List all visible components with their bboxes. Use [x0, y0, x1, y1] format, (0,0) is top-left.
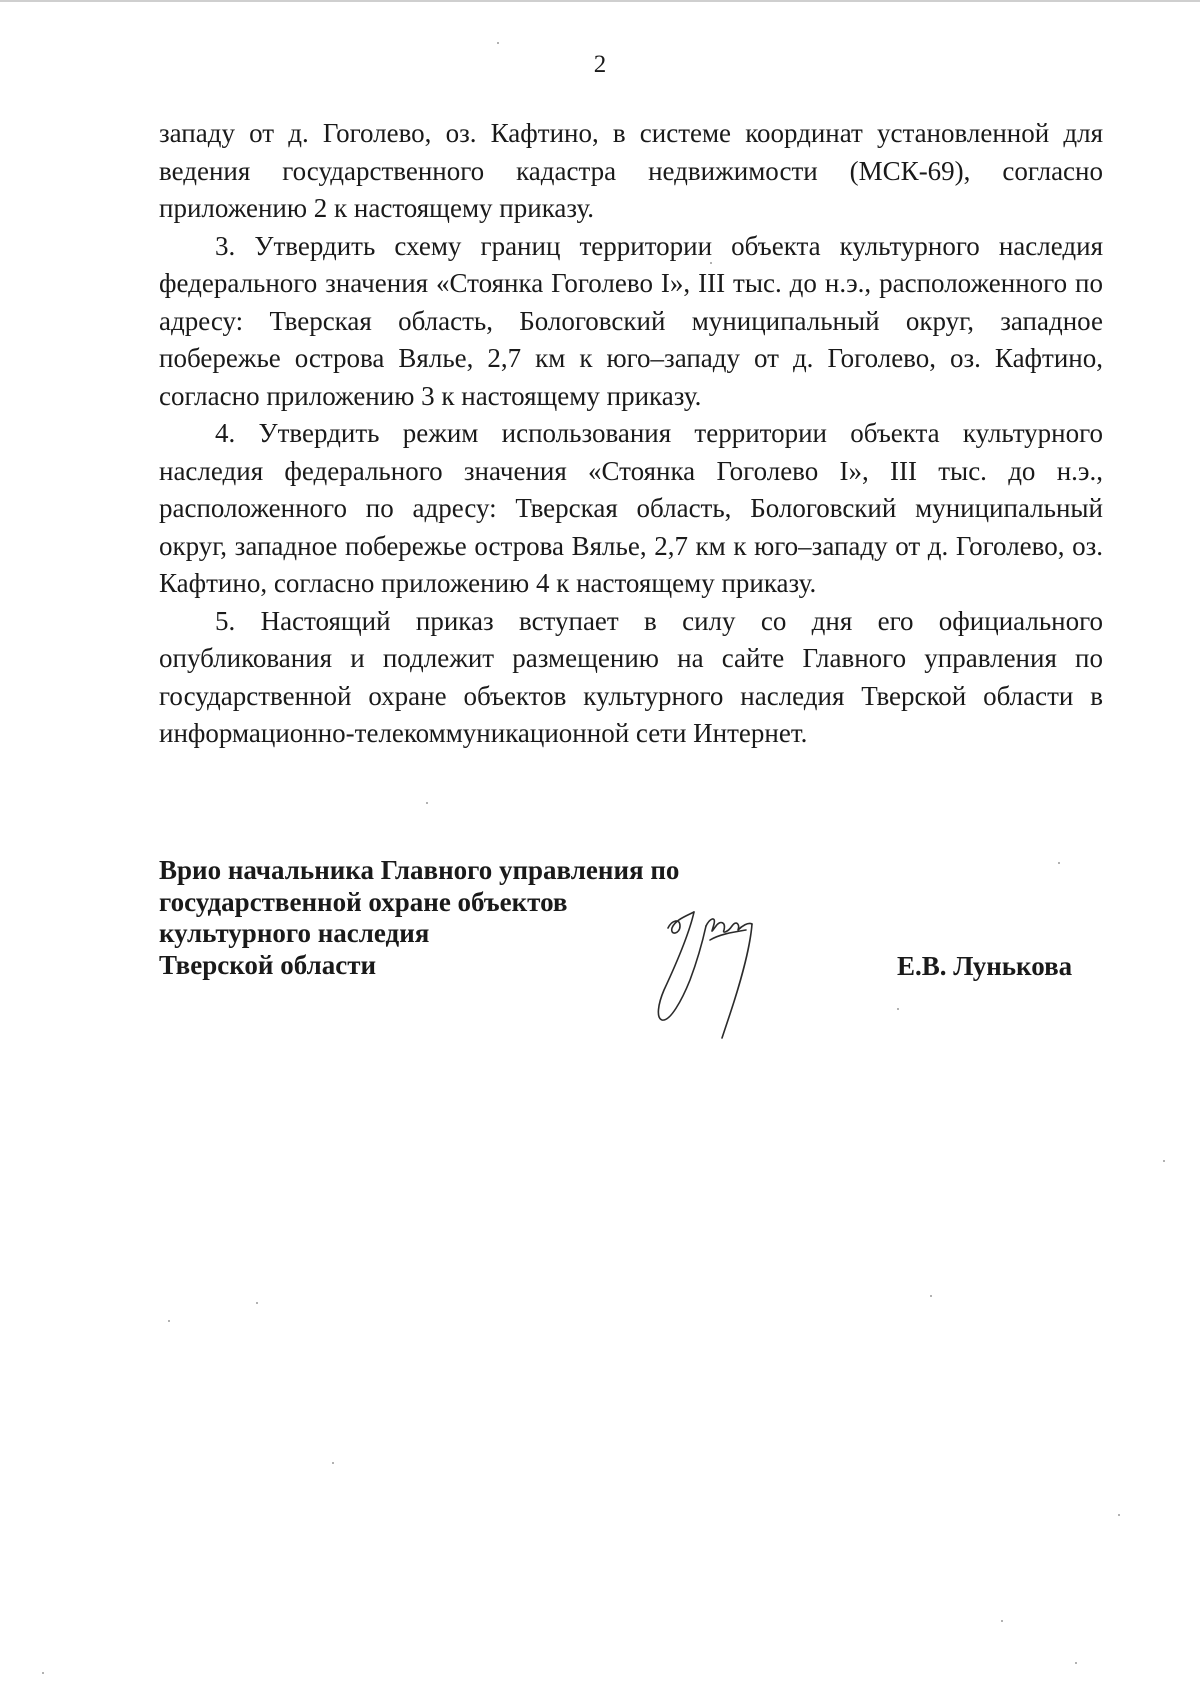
scan-speck	[1163, 1160, 1165, 1162]
scan-speck	[897, 1008, 899, 1010]
scan-speck	[168, 1320, 170, 1322]
scan-top-edge	[0, 0, 1200, 2]
signatory-title	[159, 855, 719, 981]
scan-speck	[497, 42, 499, 44]
scan-speck	[332, 1462, 334, 1464]
signatory-title-line: культурного наследия	[159, 918, 430, 948]
paragraph-item-3: 3. Утвердить схему границ территории объекта культурного наследия федерального значения «Стоянка Гоголево I», III тыс. до н.э., расположенного по адресу: Тверская область, Бологовский муниципальный округ, западное побережье острова Вялье, 2,7 км к юго–западу от д. Гоголево, оз. Кафтино, согласно приложению 3 к настоящему приказу.	[159, 230, 1103, 411]
scan-speck	[426, 802, 428, 804]
signatory-title-line: Тверской области	[159, 949, 377, 980]
document-body	[159, 115, 1103, 753]
signer-name: Е.В. Лунькова	[897, 951, 1073, 981]
scan-speck	[710, 262, 712, 264]
signatory-title-line: Врио начальника Главного управления по	[159, 855, 680, 885]
scan-speck	[1118, 1514, 1120, 1516]
paragraph-continuation: западу от д. Гоголево, оз. Кафтино, в системе координат установленной для ведения государственного кадастра недвижимости (МСК-69), согласно приложению 2 к настоящему приказу.	[159, 118, 1103, 223]
handwritten-signature	[650, 890, 830, 1050]
scan-speck	[1075, 1662, 1077, 1664]
scan-speck	[1001, 1620, 1003, 1622]
scan-speck	[256, 1302, 258, 1304]
scan-speck	[930, 1295, 932, 1297]
paragraph-item-4: 4. Утвердить режим использования территории объекта культурного наследия федерального значения «Стоянка Гоголево I», III тыс. до н.э., расположенного по адресу: Тверская область, Бологовский муниципальный округ, западное побережье острова Вялье, 2,7 км к юго–западу от д. Гоголево, оз. Кафтино, согласно приложению 4 к настоящему приказу.	[159, 418, 1103, 598]
paragraph-item-5: 5. Настоящий приказ вступает в силу со дня его официального опубликования и подлежит размещению на сайте Главного управления по государственной охране объектов культурного наследия Тверской области в информационно-телекоммуникационной сети Интернет.	[159, 605, 1103, 748]
scan-speck	[42, 1672, 44, 1674]
page-number: 2	[593, 51, 607, 78]
signatory-title-line: государственной охране объектов	[159, 886, 568, 917]
scan-speck	[1058, 862, 1060, 864]
